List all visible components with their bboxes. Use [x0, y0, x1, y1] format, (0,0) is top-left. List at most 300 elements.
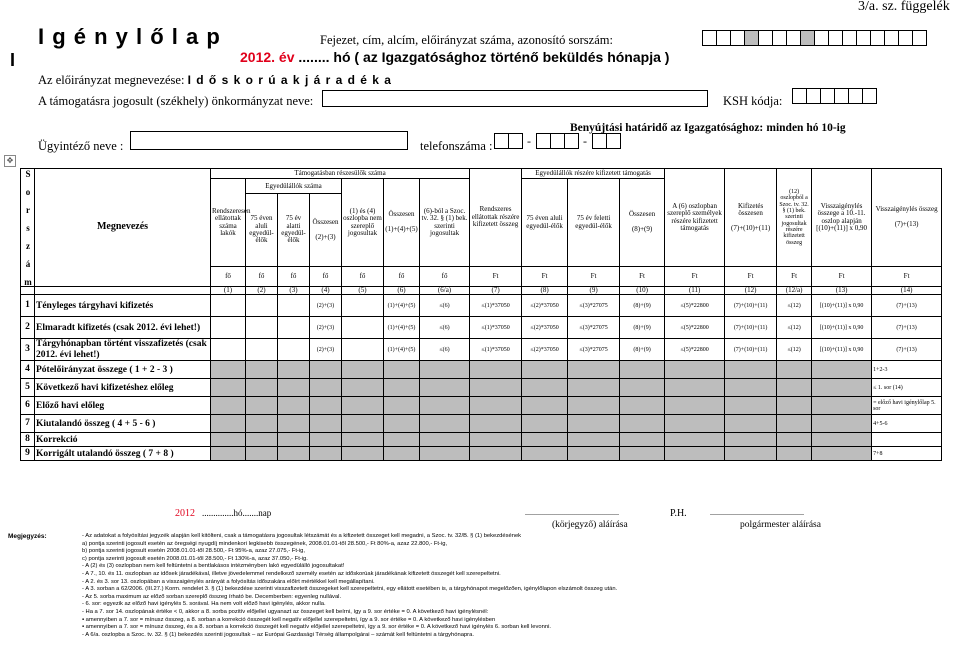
- shaded-cell: [725, 361, 777, 379]
- table-cell[interactable]: (2)+(3): [310, 339, 342, 361]
- appendix-label: 3/a. sz. függelék: [858, 0, 950, 14]
- unit-fo: fő: [420, 267, 470, 287]
- unit-fo: fő: [211, 267, 246, 287]
- table-cell[interactable]: [278, 339, 310, 361]
- table-cell[interactable]: ≤(1)*37050: [470, 339, 522, 361]
- year-prefix: 2012. év: [240, 49, 295, 65]
- header-col-10: Összesen (8)+(9): [620, 179, 665, 267]
- ksh-box[interactable]: [848, 88, 863, 104]
- municipality-input[interactable]: [322, 90, 708, 107]
- shaded-cell: [665, 433, 725, 447]
- deadline-value: minden hó 10-ig: [766, 122, 846, 134]
- municipality-label: A támogatásra jogosult (székhely) önkormányzat neve:: [38, 94, 314, 108]
- shaded-cell: [777, 415, 812, 433]
- code-box: [800, 30, 815, 46]
- table-cell[interactable]: ≤(6): [420, 317, 470, 339]
- notes-list: [82, 533, 912, 639]
- table-cell[interactable]: [342, 339, 384, 361]
- row-label: Tényleges tárgyhavi kifizetés: [35, 295, 211, 317]
- ksh-box[interactable]: [792, 88, 807, 104]
- col-number: (1): [211, 287, 246, 295]
- code-box[interactable]: [898, 30, 913, 46]
- code-box[interactable]: [884, 30, 899, 46]
- shaded-cell: [310, 361, 342, 379]
- shaded-cell: [342, 433, 384, 447]
- table-cell[interactable]: (7)+(10)+(11): [725, 295, 777, 317]
- shaded-cell: [384, 433, 420, 447]
- header-col-12a: (12) oszlopból a Szoc. tv. 32. § (1) bek. szerinti jogosultak részére kifizetett összeg: [777, 169, 812, 267]
- col-number: (11): [665, 287, 725, 295]
- shaded-cell: [470, 361, 522, 379]
- polgarmester-signature: polgármester aláírása: [740, 520, 821, 530]
- chapter-code-boxes: [702, 30, 926, 46]
- note-line: - Ha a 7. sor 14. oszlopának értéke < 0, akkor a 8. sorba pozitív előjellel ugyanazt az összeget kell beírni, így a 9. sor értéke = 0. A következő havi igénylésnél:: [82, 608, 489, 615]
- shaded-cell: [522, 379, 568, 397]
- clerk-label: Ügyintéző neve :: [38, 139, 124, 153]
- appropriation-row: [38, 73, 392, 88]
- table-row: [21, 339, 942, 361]
- table-cell[interactable]: ≤ 1. sor (14): [872, 379, 942, 397]
- shaded-cell: [310, 433, 342, 447]
- table-cell[interactable]: [(10)+(11)] x 0,90: [812, 317, 872, 339]
- shaded-cell: [777, 361, 812, 379]
- col-number: (14): [872, 287, 942, 295]
- unit-ft: Ft: [725, 267, 777, 287]
- table-cell[interactable]: ≤(5)*22800: [665, 339, 725, 361]
- header-group-2: Egyedülállók részére kifizetett támogatás: [522, 169, 665, 179]
- shaded-cell: [725, 433, 777, 447]
- form-title: I g é n y l ő l a p: [38, 24, 221, 49]
- note-line: - A 2. és 3. sor 13. oszlopában a visszaigénylés arányát a folyósítás időszakára előírt mértékkel kell megállapítani.: [82, 578, 375, 585]
- shaded-cell: [777, 397, 812, 415]
- shaded-cell: [777, 379, 812, 397]
- table-cell[interactable]: 1+2-3: [872, 361, 942, 379]
- shaded-cell: [278, 361, 310, 379]
- table-cell[interactable]: [246, 339, 278, 361]
- col-number: (12/a): [777, 287, 812, 295]
- col-number: (7): [470, 287, 522, 295]
- shaded-cell: [278, 397, 310, 415]
- header-col-13: Visszaigénylés összege a 10.-11. oszlop alapján [(10)+(11)] x 0,90: [812, 169, 872, 267]
- table-cell[interactable]: ≤(3)*27075: [568, 295, 620, 317]
- shaded-cell: [725, 379, 777, 397]
- shaded-cell: [310, 379, 342, 397]
- table-cell[interactable]: 7+8: [872, 447, 942, 461]
- shaded-cell: [620, 361, 665, 379]
- phone-label: telefonszáma :: [420, 139, 493, 153]
- phone-box[interactable]: [606, 133, 621, 149]
- shaded-cell: [777, 433, 812, 447]
- shaded-cell: [568, 447, 620, 461]
- shaded-cell: [342, 379, 384, 397]
- note-line: - A 7., 10. és 11. oszlopban az idősek járadékával, illetve jövedelemmel rendelkező személy esetén az időskorúak járadékának kifizetett összegét kell szerepeltetni.: [82, 570, 501, 577]
- shaded-cell: [246, 447, 278, 461]
- table-row: [21, 433, 942, 447]
- unit-ft: Ft: [777, 267, 812, 287]
- shaded-cell: [342, 415, 384, 433]
- table-cell[interactable]: ≤(6): [420, 339, 470, 361]
- table-cell[interactable]: (1)+(4)+(5): [384, 317, 420, 339]
- unit-ft: Ft: [568, 267, 620, 287]
- table-cell[interactable]: (8)+(9): [620, 295, 665, 317]
- unit-fo: fő: [310, 267, 342, 287]
- header-col-2: 75 éven aluli egyedül-élők: [246, 194, 278, 266]
- sign-ho: hó: [233, 508, 243, 518]
- table-cell[interactable]: ≤(3)*27075: [568, 339, 620, 361]
- row-label: Korrekció: [35, 433, 211, 447]
- table-row: [21, 317, 942, 339]
- header-col-3: 75 év alatti egyedül-élők: [278, 194, 310, 266]
- jegyzo-signature: (körjegyző) aláírása: [552, 520, 628, 530]
- shaded-cell: [278, 379, 310, 397]
- sorszam-header: S o r s z á m: [21, 169, 35, 287]
- ksh-box[interactable]: [862, 88, 877, 104]
- col-number: (13): [812, 287, 872, 295]
- shaded-cell: [812, 433, 872, 447]
- month-text: ........ hó ( az Igazgatósághoz történő beküldés hónapja ): [298, 49, 670, 65]
- phone-box[interactable]: [494, 133, 509, 149]
- shaded-cell: [420, 447, 470, 461]
- appropriation-value: I d ő s k o r ú a k j á r a d é k a: [187, 73, 392, 87]
- shaded-cell: [470, 447, 522, 461]
- shaded-cell: [278, 447, 310, 461]
- table-cell[interactable]: (2)+(3): [310, 317, 342, 339]
- column-number-row: [21, 287, 942, 295]
- code-box[interactable]: [828, 30, 843, 46]
- sign-date-dots: ..............hó.......nap: [202, 508, 272, 518]
- unit-fo: fő: [278, 267, 310, 287]
- header-col-14: Visszaigénylés összeg (7)+(13): [872, 169, 942, 267]
- code-box[interactable]: [716, 30, 731, 46]
- shaded-cell: [470, 433, 522, 447]
- ksh-code-boxes: [792, 88, 876, 104]
- table-cell[interactable]: [(10)+(11)] x 0,90: [812, 339, 872, 361]
- shaded-cell: [420, 433, 470, 447]
- shaded-cell: [420, 415, 470, 433]
- note-line: c) pontja szerinti jogosult esetén 2008.01.01-től 28.500,- Ft 130%-a, azaz 37.050,- Ft-ig.: [82, 555, 308, 562]
- code-box: [744, 30, 759, 46]
- shaded-cell: [246, 433, 278, 447]
- shaded-cell: [384, 379, 420, 397]
- appropriation-label: Az előirányzat megnevezése:: [38, 73, 185, 87]
- table-cell[interactable]: ≤(2)*37050: [522, 295, 568, 317]
- unit-ft: Ft: [470, 267, 522, 287]
- table-cell[interactable]: ≤(12): [777, 317, 812, 339]
- col-number: (6/a): [420, 287, 470, 295]
- clerk-name-input[interactable]: [130, 131, 408, 150]
- row-label: Pótelőirányzat összege ( 1 + 2 - 3 ): [35, 361, 211, 379]
- code-box[interactable]: [870, 30, 885, 46]
- shaded-cell: [211, 397, 246, 415]
- table-cell[interactable]: [(10)+(11)] x 0,90: [812, 295, 872, 317]
- code-box[interactable]: [772, 30, 787, 46]
- header-col-7: Rendszeres ellátottak részére kifizetett összeg: [470, 169, 522, 267]
- row-label: Elmaradt kifizetés (csak 2012. évi lehet!): [35, 317, 211, 339]
- note-line: ▪ amennyiben a 7. sor = mínusz összeg, a 8. sorban a korrekció összegét kell negatív előjellel szerepeltetni, így a 9. sor értéke = 0. A következő havi igénylésben: [82, 616, 496, 623]
- shaded-cell: [278, 415, 310, 433]
- phone-box[interactable]: [564, 133, 579, 149]
- table-row: [21, 397, 942, 415]
- row-number: 6: [21, 397, 35, 415]
- table-cell[interactable]: 4+5-6: [872, 415, 942, 433]
- note-line: - A 3. sorban a 62/2006. (III.27.) Korm. rendelet 3. § (1) bekezdése szerinti visszafizetett összegeket kell szerepeltetni, egy ellátott esetében is, a tárgyhónapot megelőzően, igénylőlapon elszámolt összeg után.: [82, 586, 618, 593]
- shaded-cell: [568, 397, 620, 415]
- row-label: Korrigált utalandó összeg ( 7 + 8 ): [35, 447, 211, 461]
- shaded-cell: [384, 397, 420, 415]
- shaded-cell: [777, 447, 812, 461]
- phone-box[interactable]: [550, 133, 565, 149]
- col-number: (4): [310, 287, 342, 295]
- shaded-cell: [812, 447, 872, 461]
- shaded-cell: [725, 397, 777, 415]
- shaded-cell: [522, 447, 568, 461]
- table-row: [21, 295, 942, 317]
- table-cell[interactable]: [872, 433, 942, 447]
- table-cell[interactable]: ≤(6): [420, 295, 470, 317]
- shaded-cell: [211, 447, 246, 461]
- shaded-cell: [725, 447, 777, 461]
- sign-nap: nap: [258, 508, 272, 518]
- shaded-cell: [342, 447, 384, 461]
- col-number: (8): [522, 287, 568, 295]
- shaded-cell: [522, 361, 568, 379]
- table-cell[interactable]: (7)+(10)+(11): [725, 317, 777, 339]
- unit-ft: Ft: [522, 267, 568, 287]
- note-line: - Az 5. sorba maximum az előző sorban szereplő összeg írható be. Decemberben: egyenleg nullával.: [82, 593, 342, 600]
- shaded-cell: [246, 397, 278, 415]
- shaded-cell: [620, 433, 665, 447]
- note-line: ▪ amennyiben a 7. sor = mínusz összeg, és a 8. sorban a korrekció összegét kell negatív előjellel szerepeltetni, így a 9. sor értéke = 0. A következő havi igénylés 6. sorban kell levonni.: [82, 624, 551, 631]
- unit-ft: Ft: [872, 267, 942, 287]
- table-cell[interactable]: ≤(12): [777, 295, 812, 317]
- table-cell[interactable]: (1)+(4)+(5): [384, 295, 420, 317]
- table-cell[interactable]: [278, 295, 310, 317]
- row-number: 9: [21, 447, 35, 461]
- table-cell[interactable]: [211, 295, 246, 317]
- shaded-cell: [568, 433, 620, 447]
- header-col-4: Összesen (2)+(3): [312, 217, 339, 241]
- phone-box[interactable]: [592, 133, 607, 149]
- code-box[interactable]: [814, 30, 829, 46]
- table-cell[interactable]: [211, 317, 246, 339]
- row-label: Előző havi előleg: [35, 397, 211, 415]
- shaded-cell: [665, 447, 725, 461]
- shaded-cell: [620, 379, 665, 397]
- shaded-cell: [420, 397, 470, 415]
- shaded-cell: [568, 415, 620, 433]
- note-line: a) pontja szerinti jogosult esetén az öregségi nyugdíj mindenkori legkisebb összegének, 2008.01.01-től 28.500,- Ft 80%-a, azaz 22.800,- Ft-ig,: [82, 540, 448, 547]
- col-number: (9): [568, 287, 620, 295]
- note-line: - A 6/a. oszlopba a Szoc. tv. 32. § (1) bekezdés szerinti jogosultak – az Európai Gazdasági Térség állampolgárai – számát kell feltüntetni a tárgyhónapra.: [82, 631, 474, 638]
- shaded-cell: [665, 415, 725, 433]
- row-number: 7: [21, 415, 35, 433]
- row-label: Tárgyhónapban történt visszafizetés (csak 2012. évi lehet!): [35, 339, 211, 361]
- col-number: (2): [246, 287, 278, 295]
- shaded-cell: [725, 415, 777, 433]
- table-cell[interactable]: ≤(3)*27075: [568, 317, 620, 339]
- shaded-cell: [246, 379, 278, 397]
- ksh-box[interactable]: [820, 88, 835, 104]
- shaded-cell: [278, 433, 310, 447]
- sign-dots-2: ...............................................: [710, 508, 804, 517]
- claim-table: [20, 168, 942, 461]
- shaded-cell: [812, 415, 872, 433]
- header-col-12: Kifizetés összesen (7)+(10)+(11): [725, 169, 777, 267]
- shaded-cell: [211, 379, 246, 397]
- deadline-label: Benyújtási határidő az Igazgatósághoz:: [570, 122, 764, 134]
- table-cell[interactable]: ≤(2)*37050: [522, 339, 568, 361]
- table-cell[interactable]: [342, 295, 384, 317]
- table-move-handle[interactable]: ✥: [4, 155, 16, 167]
- table-row: [21, 447, 942, 461]
- code-box[interactable]: [856, 30, 871, 46]
- col-number: (6): [384, 287, 420, 295]
- shaded-cell: [620, 397, 665, 415]
- row-number: 8: [21, 433, 35, 447]
- col-number: (12): [725, 287, 777, 295]
- row-number: 1: [21, 295, 35, 317]
- shaded-cell: [384, 447, 420, 461]
- shaded-cell: [812, 361, 872, 379]
- table-cell[interactable]: [246, 295, 278, 317]
- ksh-label: KSH kódja:: [723, 94, 783, 108]
- header-col-9: 75 év feletti egyedül-élők: [568, 179, 620, 267]
- row-label: Kiutalandó összeg ( 4 + 5 - 6 ): [35, 415, 211, 433]
- table-cell[interactable]: (7)+(13): [872, 339, 942, 361]
- shaded-cell: [812, 379, 872, 397]
- unit-fo: fő: [384, 267, 420, 287]
- shaded-cell: [211, 361, 246, 379]
- table-cell[interactable]: (8)+(9): [620, 339, 665, 361]
- unit-fo: fő: [342, 267, 384, 287]
- code-box[interactable]: [912, 30, 927, 46]
- code-box[interactable]: [730, 30, 745, 46]
- shaded-cell: [310, 397, 342, 415]
- shaded-cell: [384, 361, 420, 379]
- sign-dots-1: ...............................................: [525, 508, 619, 517]
- table-cell[interactable]: ≤(5)*22800: [665, 317, 725, 339]
- note-line: - 6. sor: egyezik az előző havi igénylés 5. sorával. Ha nem volt előző havi igénylés, akkor nulla.: [82, 601, 326, 608]
- table-cell[interactable]: ≤(12): [777, 339, 812, 361]
- header-col-6a: (6)-ból a Szoc. tv. 32. § (1) bek. szerinti jogosultak: [420, 179, 470, 267]
- period-line: [240, 49, 669, 65]
- note-line: - Az adatokat a folyósítási jegyzék alapján kell kitölteni, csak a támogatásra jogosultak létszámát és a kifizetett összeget kell megadni, a Szoc. tv. 32/B. § (1) bekezdésének: [82, 533, 522, 539]
- shaded-cell: [620, 447, 665, 461]
- col-number: (5): [342, 287, 384, 295]
- shaded-cell: [310, 447, 342, 461]
- header-egyedulallok: Egyedülállók száma 75 éven aluli egyedül-élők 75 év alatti egyedül-élők Összesen (2)+(3): [246, 179, 342, 267]
- table-cell[interactable]: = előző havi igénylőlap 5. sor: [872, 397, 942, 415]
- shaded-cell: [522, 397, 568, 415]
- notes-label: Megjegyzés:: [8, 533, 47, 540]
- table-cell[interactable]: ≤(1)*37050: [470, 317, 522, 339]
- table-row: [21, 361, 942, 379]
- table-cell[interactable]: (7)+(10)+(11): [725, 339, 777, 361]
- shaded-cell: [211, 415, 246, 433]
- table-cell[interactable]: (7)+(13): [872, 295, 942, 317]
- code-box[interactable]: [702, 30, 717, 46]
- row-number: 5: [21, 379, 35, 397]
- shaded-cell: [470, 379, 522, 397]
- note-line: - A (2) és (3) oszlopban nem kell feltüntetni a bentlakásos intézményben lakó egyedülálló jogosultakat!: [82, 563, 345, 570]
- table-cell[interactable]: ≤(5)*22800: [665, 295, 725, 317]
- table-cell[interactable]: [342, 317, 384, 339]
- table-cell[interactable]: ≤(2)*37050: [522, 317, 568, 339]
- shaded-cell: [620, 415, 665, 433]
- megnevezes-header: Megnevezés: [35, 169, 211, 287]
- shaded-cell: [568, 379, 620, 397]
- shaded-cell: [342, 361, 384, 379]
- shaded-cell: [310, 415, 342, 433]
- table-cell[interactable]: (2)+(3): [310, 295, 342, 317]
- header-group-1: Támogatásban részesülők száma: [211, 169, 470, 179]
- ksh-box[interactable]: [806, 88, 821, 104]
- shaded-cell: [246, 415, 278, 433]
- phone-boxes: - -: [494, 133, 620, 149]
- header-col-5: (1) és (4) oszlopba nem szereplő jogosultak: [342, 179, 384, 267]
- chapter-label: Fejezet, cím, alcím, előirányzat száma, azonosító sorszám:: [320, 33, 613, 47]
- table-row: [21, 415, 942, 433]
- row-number: 4: [21, 361, 35, 379]
- shaded-cell: [568, 361, 620, 379]
- table-cell[interactable]: ≤(1)*37050: [470, 295, 522, 317]
- left-marker: I: [10, 50, 16, 70]
- table-cell[interactable]: [246, 317, 278, 339]
- header-col-1: Rendszeresen ellátottak száma lakók: [211, 179, 246, 267]
- table-cell[interactable]: (1)+(4)+(5): [384, 339, 420, 361]
- sign-ph: P.H.: [670, 508, 687, 519]
- code-box[interactable]: [842, 30, 857, 46]
- header-col-6: Összesen (1)+(4)+(5): [384, 179, 420, 267]
- header-col-11: A (6) oszlopban szereplő személyek részére kifizetett támogatás: [665, 169, 725, 267]
- sign-year: 2012: [175, 508, 195, 519]
- phone-box[interactable]: [508, 133, 523, 149]
- shaded-cell: [665, 361, 725, 379]
- row-number: 2: [21, 317, 35, 339]
- code-box[interactable]: [758, 30, 773, 46]
- shaded-cell: [470, 415, 522, 433]
- unit-fo: fő: [246, 267, 278, 287]
- shaded-cell: [342, 397, 384, 415]
- shaded-cell: [522, 433, 568, 447]
- row-label: Következő havi kifizetéshez előleg: [35, 379, 211, 397]
- ksh-box[interactable]: [834, 88, 849, 104]
- unit-ft: Ft: [620, 267, 665, 287]
- note-line: b) pontja szerinti jogosult esetén 2008.01.01-től 28.500,- Ft 95%-a, azaz 27.075,- Ft-ig,: [82, 548, 305, 555]
- col-number: (10): [620, 287, 665, 295]
- code-box[interactable]: [786, 30, 801, 46]
- unit-ft: Ft: [812, 267, 872, 287]
- table-cell[interactable]: (7)+(13): [872, 317, 942, 339]
- table-cell[interactable]: [278, 317, 310, 339]
- shaded-cell: [665, 397, 725, 415]
- unit-ft: Ft: [665, 267, 725, 287]
- header-col-8: 75 éven aluli egyedül-élők: [522, 179, 568, 267]
- phone-box[interactable]: [536, 133, 551, 149]
- shaded-cell: [470, 397, 522, 415]
- table-cell[interactable]: [211, 339, 246, 361]
- shaded-cell: [420, 379, 470, 397]
- shaded-cell: [522, 415, 568, 433]
- shaded-cell: [246, 361, 278, 379]
- shaded-cell: [665, 379, 725, 397]
- row-number: 3: [21, 339, 35, 361]
- shaded-cell: [812, 397, 872, 415]
- col-number: (3): [278, 287, 310, 295]
- table-row: [21, 379, 942, 397]
- table-cell[interactable]: (8)+(9): [620, 317, 665, 339]
- shaded-cell: [211, 433, 246, 447]
